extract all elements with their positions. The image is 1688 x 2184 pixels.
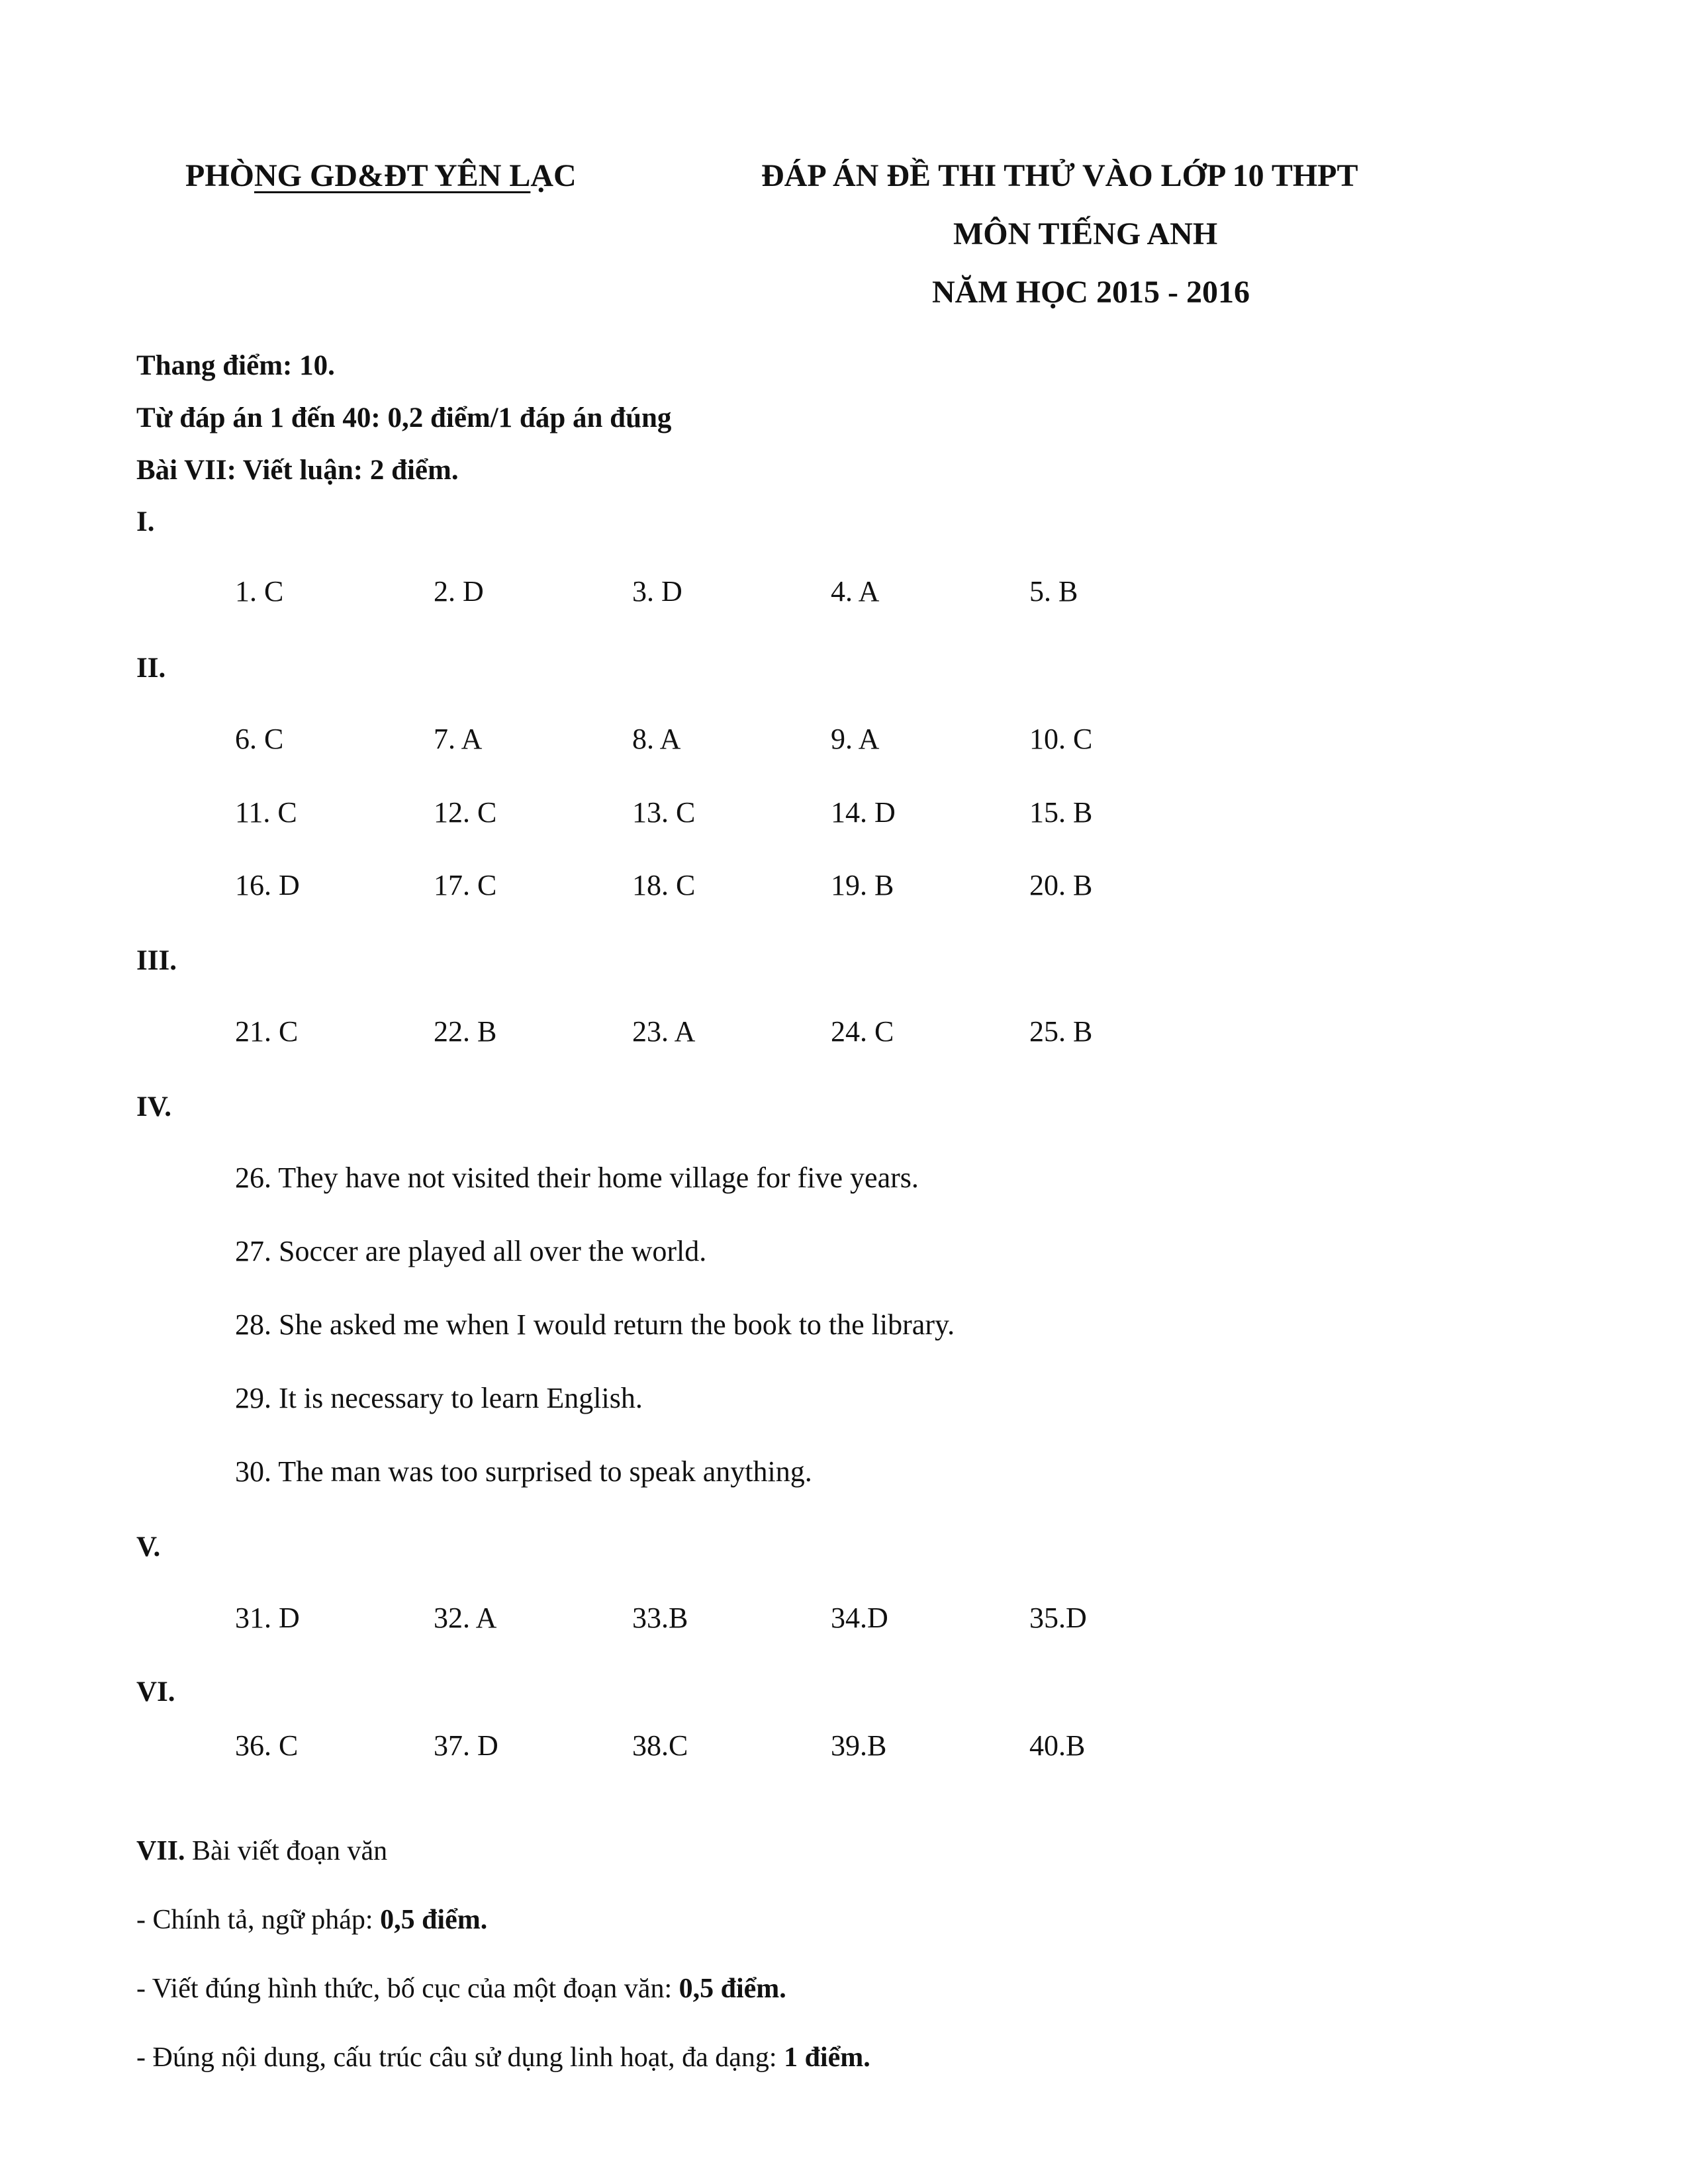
answer: 1. C <box>235 575 284 608</box>
criterion-points: 1 điểm. <box>784 2042 870 2073</box>
school-name-part: PHÒ <box>185 158 254 193</box>
answer: 18. C <box>632 869 696 901</box>
essay-label: VII. <box>136 1836 185 1866</box>
answer: 39.B <box>831 1729 887 1762</box>
answer: 36. C <box>235 1729 299 1762</box>
answer: 40.B <box>1029 1729 1086 1762</box>
rewrite-sentence: 28. She asked me when I would return the book to the library. <box>235 1308 955 1341</box>
answer: 21. C <box>235 1015 299 1048</box>
school-year: NĂM HỌC 2015 - 2016 <box>932 275 1250 310</box>
answer: 5. B <box>1029 575 1078 608</box>
answer: 33.B <box>632 1602 688 1634</box>
answer: 35.D <box>1029 1602 1087 1634</box>
answer: 8. A <box>632 723 681 755</box>
answer: 32. A <box>434 1602 497 1634</box>
answer: 4. A <box>831 575 880 608</box>
answer: 16. D <box>235 869 300 901</box>
per-answer-score: Từ đáp án 1 đến 40: 0,2 điểm/1 đáp án đúng <box>136 402 672 433</box>
criterion-points: 0,5 điểm. <box>679 1974 786 2004</box>
essay-criterion <box>136 2042 870 2073</box>
essay-title: Bài viết đoạn văn <box>185 1836 388 1866</box>
document-title: ĐÁP ÁN ĐỀ THI THỬ VÀO LỚP 10 THPT <box>761 158 1358 193</box>
essay-criterion <box>136 1973 786 2005</box>
section-label: IV. <box>136 1091 171 1122</box>
criterion-points: 0,5 điểm. <box>380 1905 488 1935</box>
answer: 3. D <box>632 575 682 608</box>
total-score: Thang điểm: 10. <box>136 350 335 381</box>
rewrite-sentence: 29. It is necessary to learn English. <box>235 1382 643 1414</box>
answer: 14. D <box>831 796 896 829</box>
criterion-text: - Chính tả, ngữ pháp: <box>136 1905 381 1935</box>
rewrite-sentence: 26. They have not visited their home village for five years. <box>235 1161 919 1194</box>
answer: 38.C <box>632 1729 688 1762</box>
answer: 37. D <box>434 1729 498 1762</box>
answer: 17. C <box>434 869 497 901</box>
section-label: V. <box>136 1531 161 1563</box>
answer: 12. C <box>434 796 497 829</box>
answer: 2. D <box>434 575 484 608</box>
answer: 25. B <box>1029 1015 1093 1048</box>
answer: 9. A <box>831 723 880 755</box>
answer: 23. A <box>632 1015 696 1048</box>
section-label: III. <box>136 945 177 976</box>
answer: 22. B <box>434 1015 497 1048</box>
answer: 20. B <box>1029 869 1093 901</box>
section-label: I. <box>136 506 155 537</box>
answer: 19. B <box>831 869 894 901</box>
school-name-part: ẠC <box>530 158 577 193</box>
answer: 6. C <box>235 723 284 755</box>
answer: 11. C <box>235 796 297 829</box>
answer: 13. C <box>632 796 696 829</box>
answer: 31. D <box>235 1602 300 1634</box>
essay-heading <box>136 1835 387 1867</box>
answer: 15. B <box>1029 796 1093 829</box>
answer: 24. C <box>831 1015 894 1048</box>
subject-title: MÔN TIẾNG ANH <box>953 216 1218 251</box>
school-name <box>185 158 577 194</box>
answer: 10. C <box>1029 723 1093 755</box>
section-label: VI. <box>136 1676 175 1707</box>
answer: 7. A <box>434 723 483 755</box>
school-name-underlined: NG GD&ĐT YÊN L <box>254 158 531 193</box>
answer: 34.D <box>831 1602 888 1634</box>
criterion-text: - Viết đúng hình thức, bố cục của một đoạn văn: <box>136 1974 679 2004</box>
criterion-text: - Đúng nội dung, cấu trúc câu sử dụng linh hoạt, đa dạng: <box>136 2042 784 2073</box>
rewrite-sentence: 27. Soccer are played all over the world. <box>235 1235 707 1267</box>
essay-score: Bài VII: Viết luận: 2 điểm. <box>136 455 459 486</box>
rewrite-sentence: 30. The man was too surprised to speak anything. <box>235 1455 812 1488</box>
essay-criterion <box>136 1904 487 1936</box>
section-label: II. <box>136 653 166 684</box>
